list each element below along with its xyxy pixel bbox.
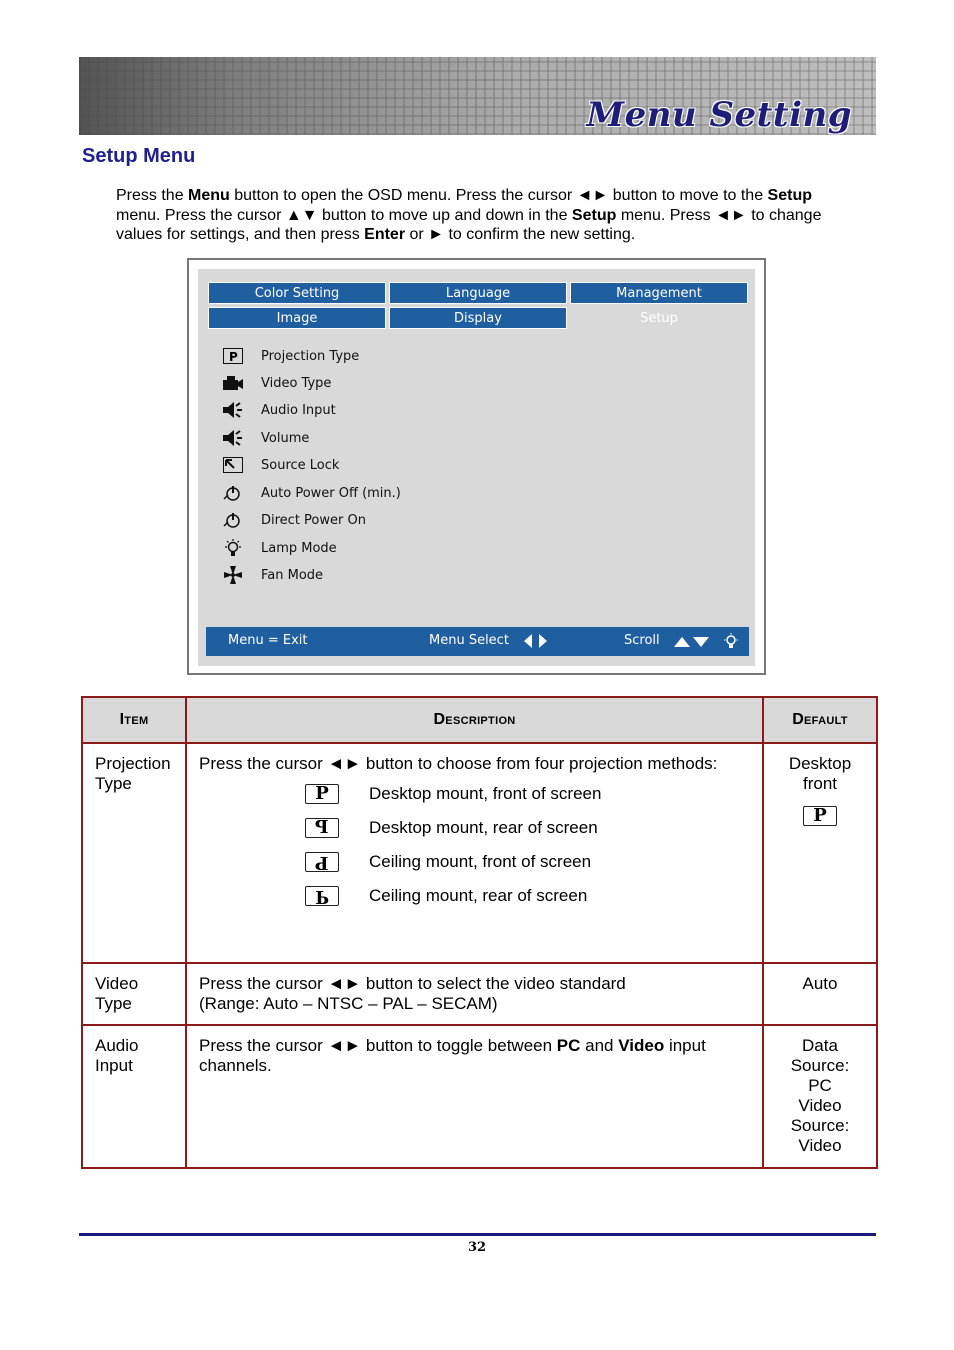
projection-option: P Desktop mount, rear of screen (199, 818, 750, 838)
svg-text:P: P (229, 350, 238, 364)
tab-setup[interactable]: Setup (640, 311, 678, 326)
table-row (82, 743, 877, 963)
osd-item-projection-type[interactable]: P Projection Type (222, 345, 359, 367)
row-default: Desktop front P (763, 743, 877, 963)
desktop-front-icon: P (305, 784, 339, 804)
camera-icon (222, 374, 244, 392)
osd-item-audio-input[interactable]: Audio Input (222, 399, 336, 421)
speaker-icon (222, 401, 244, 419)
projection-p-icon (222, 347, 244, 365)
ceiling-rear-icon: P (305, 886, 339, 906)
table-row (82, 963, 877, 1025)
row-default: Data Source: PC Video Source: Video (763, 1025, 877, 1168)
projection-option: P Ceiling mount, front of screen (199, 852, 750, 872)
tab-image[interactable]: Image (208, 307, 386, 329)
tab-display[interactable]: Display (389, 307, 567, 329)
tab-color-setting[interactable]: Color Setting (208, 282, 386, 304)
scroll-hint: Scroll (624, 633, 660, 648)
menu-exit-hint: Menu = Exit (228, 633, 308, 648)
osd-screenshot (187, 258, 766, 675)
header-default: Default (763, 697, 877, 743)
row-description: Press the cursor ◄► button to toggle between PC and Video input channels. (186, 1025, 763, 1168)
osd-item-auto-power-off[interactable]: Auto Power Off (min.) (222, 482, 401, 504)
osd-item-source-lock[interactable]: Source Lock (222, 454, 339, 476)
osd-item-direct-power-on[interactable]: Direct Power On (222, 509, 366, 531)
setup-settings-table (81, 696, 878, 1169)
lamp-icon (723, 633, 739, 653)
row-item: Video Type (82, 963, 186, 1025)
desktop-rear-icon: P (305, 818, 339, 838)
section-title: Setup Menu (82, 145, 196, 167)
tab-management[interactable]: Management (570, 282, 748, 304)
desktop-front-icon: P (803, 806, 837, 826)
menu-select-hint: Menu Select (429, 633, 509, 648)
osd-menu (198, 269, 755, 666)
intro-paragraph: Press the Menu button to open the OSD menu. Press the cursor ◄► button to move to the Setup menu. Press the cursor ▲▼ button to move up and down in the Setup menu. Press ◄► to change values for settings, and then press Enter or ► to confirm the new setting. (116, 187, 822, 243)
speaker-icon (222, 429, 244, 447)
page-number: 32 (467, 1240, 487, 1255)
projection-option: P Desktop mount, front of screen (199, 784, 750, 804)
row-description: Press the cursor ◄► button to select the video standard (Range: Auto – NTSC – PAL – SECAM) (186, 963, 763, 1025)
row-default: Auto (763, 963, 877, 1025)
lamp-icon (222, 539, 244, 557)
source-lock-icon (222, 456, 244, 474)
fan-icon (222, 566, 244, 584)
table-row (82, 1025, 877, 1168)
table-header-row (82, 697, 877, 743)
osd-item-lamp-mode[interactable]: Lamp Mode (222, 537, 337, 559)
tab-language[interactable]: Language (389, 282, 567, 304)
power-icon (222, 484, 244, 502)
osd-item-volume[interactable]: Volume (222, 427, 309, 449)
projection-option: P Ceiling mount, rear of screen (199, 886, 750, 906)
ceiling-front-icon: P (305, 852, 339, 872)
osd-item-fan-mode[interactable]: Fan Mode (222, 564, 323, 586)
footer-rule (79, 1233, 876, 1236)
osd-help-bar (206, 627, 749, 656)
header-banner (79, 57, 876, 135)
osd-item-video-type[interactable]: Video Type (222, 372, 331, 394)
row-description: Press the cursor ◄► button to choose from four projection methods: P Desktop mount, front of screen P Desktop mount, rear of screen P Ceiling mount, front of screen P Ceiling mount, rear of screen (186, 743, 763, 963)
row-item: Audio Input (82, 1025, 186, 1168)
header-description: Description (186, 697, 763, 743)
row-item: Projection Type (82, 743, 186, 963)
chapter-title: Menu Setting (586, 95, 852, 135)
up-down-arrows-icon (674, 636, 710, 651)
left-right-arrows-icon (524, 634, 548, 652)
header-item: Item (82, 697, 186, 743)
power-icon (222, 511, 244, 529)
